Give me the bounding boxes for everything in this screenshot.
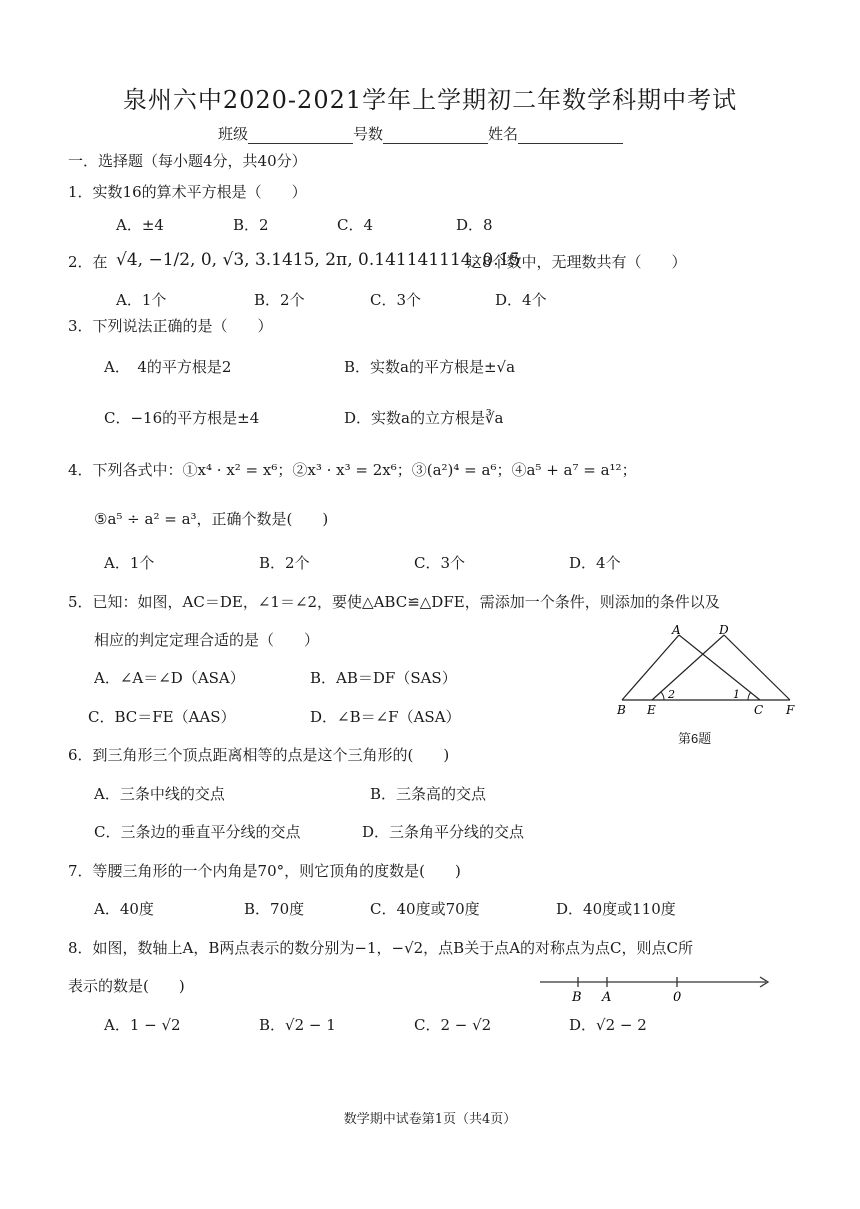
q5-stem-continued: 相应的判定定理合适的是（ ） [94, 631, 320, 649]
q2-prefix: 2．在 [68, 253, 108, 271]
q3-option-b: B．实数a的平方根是±√a [344, 358, 516, 376]
q8-option-c: C．2 − √2 [414, 1016, 492, 1034]
q1-stem: 1．实数16的算术平方根是（ ） [68, 183, 307, 201]
point-a-label: A [602, 990, 612, 1005]
number-line [538, 970, 774, 1006]
q7-option-c: C．40度或70度 [370, 900, 480, 918]
q5-stem: 5．已知：如图，AC＝DE，∠1＝∠2，要使△ABC≌△DFE，需添加一个条件，则添加的条件以及 [68, 593, 720, 611]
page-footer: 数学期中试卷第1页（共4页） [343, 1112, 517, 1127]
name-blank [518, 127, 623, 144]
q3-option-c: C．−16的平方根是±4 [104, 409, 260, 427]
q6-option-b: B．三条高的交点 [370, 785, 487, 803]
q4-stem-continued: ⑤a⁵ ÷ a² = a³，正确个数是( ) [94, 510, 329, 528]
triangle-figure [612, 622, 802, 722]
q8-stem-continued: 表示的数是( ) [68, 977, 185, 995]
q3-option-a: A． 4的平方根是2 [104, 358, 232, 376]
student-info-line [218, 124, 623, 144]
number-blank [383, 127, 488, 144]
q1-option-a: A．±4 [116, 216, 164, 234]
angle-2-label: 2 [668, 688, 675, 701]
figure-caption: 第6题 [678, 731, 712, 746]
q5-option-a: A．∠A＝∠D（ASA） [94, 669, 245, 687]
q2-option-d: D．4个 [495, 291, 547, 309]
q3-option-d: D．实数a的立方根是∛a [344, 409, 504, 427]
q3-stem: 3．下列说法正确的是（ ） [68, 317, 273, 335]
q2-option-c: C．3个 [370, 291, 422, 309]
q2-option-a: A．1个 [116, 291, 167, 309]
q6-option-a: A．三条中线的交点 [94, 785, 225, 803]
number-label: 号数 [353, 125, 384, 143]
q8-option-b: B．√2 − 1 [259, 1016, 336, 1034]
page-title: 泉州六中2020-2021学年上学期初二年数学科期中考试 [122, 86, 738, 114]
angle-1-label: 1 [733, 688, 740, 701]
name-label: 姓名 [488, 125, 519, 143]
q2-option-b: B．2个 [254, 291, 305, 309]
q8-option-a: A．1 − √2 [104, 1016, 181, 1034]
label-d: D [719, 623, 729, 637]
q4-option-a: A．1个 [104, 554, 155, 572]
class-label: 班级 [218, 125, 249, 143]
q6-option-d: D．三条角平分线的交点 [362, 823, 525, 841]
q5-option-d: D．∠B＝∠F（ASA） [310, 708, 461, 726]
q5-option-b: B．AB＝DF（SAS） [310, 669, 457, 687]
q2-number-list: √4, −1/2, 0, √3, 3.1415, 2π, 0.141141114, 0.1̇5̇ [116, 250, 521, 270]
q1-option-d: D．8 [456, 216, 493, 234]
q8-stem: 8．如图，数轴上A，B两点表示的数分别为−1，−√2，点B关于点A的对称点为点C，则点C所 [68, 939, 693, 957]
angle-1-arc [748, 692, 751, 700]
segment-de [652, 635, 724, 700]
q6-stem: 6．到三角形三个顶点距离相等的点是这个三角形的( ) [68, 746, 450, 764]
q8-option-d: D．√2 − 2 [569, 1016, 647, 1034]
q7-option-d: D．40度或110度 [556, 900, 676, 918]
q7-option-a: A．40度 [94, 900, 154, 918]
label-b: B [617, 703, 626, 717]
segment-ac [679, 635, 760, 700]
point-b-label: B [572, 990, 582, 1005]
q5-option-c: C．BC＝FE（AAS） [88, 708, 236, 726]
angle-2-arc [661, 692, 664, 700]
q4-option-d: D．4个 [569, 554, 621, 572]
q7-option-b: B．70度 [244, 900, 305, 918]
class-blank [248, 127, 353, 144]
q7-stem: 7．等腰三角形的一个内角是70°，则它顶角的度数是( ) [68, 862, 461, 880]
q2-suffix: 这8个数中，无理数共有（ ） [467, 253, 687, 271]
origin-label: 0 [673, 990, 682, 1005]
label-e: E [647, 703, 656, 717]
label-a: A [672, 623, 681, 637]
q6-option-c: C．三条边的垂直平分线的交点 [94, 823, 301, 841]
q4-stem: 4．下列各式中：①x⁴ · x² = x⁶；②x³ · x³ = 2x⁶；③(a²)⁴ = a⁶；④a⁵ + a⁷ = a¹²； [68, 461, 637, 479]
q1-option-b: B．2 [233, 216, 269, 234]
section-heading: 一．选择题（每小题4分，共40分） [68, 152, 307, 170]
q1-option-c: C．4 [337, 216, 374, 234]
q4-option-c: C．3个 [414, 554, 466, 572]
label-f: F [786, 703, 795, 717]
label-c: C [754, 703, 764, 717]
q4-option-b: B．2个 [259, 554, 310, 572]
